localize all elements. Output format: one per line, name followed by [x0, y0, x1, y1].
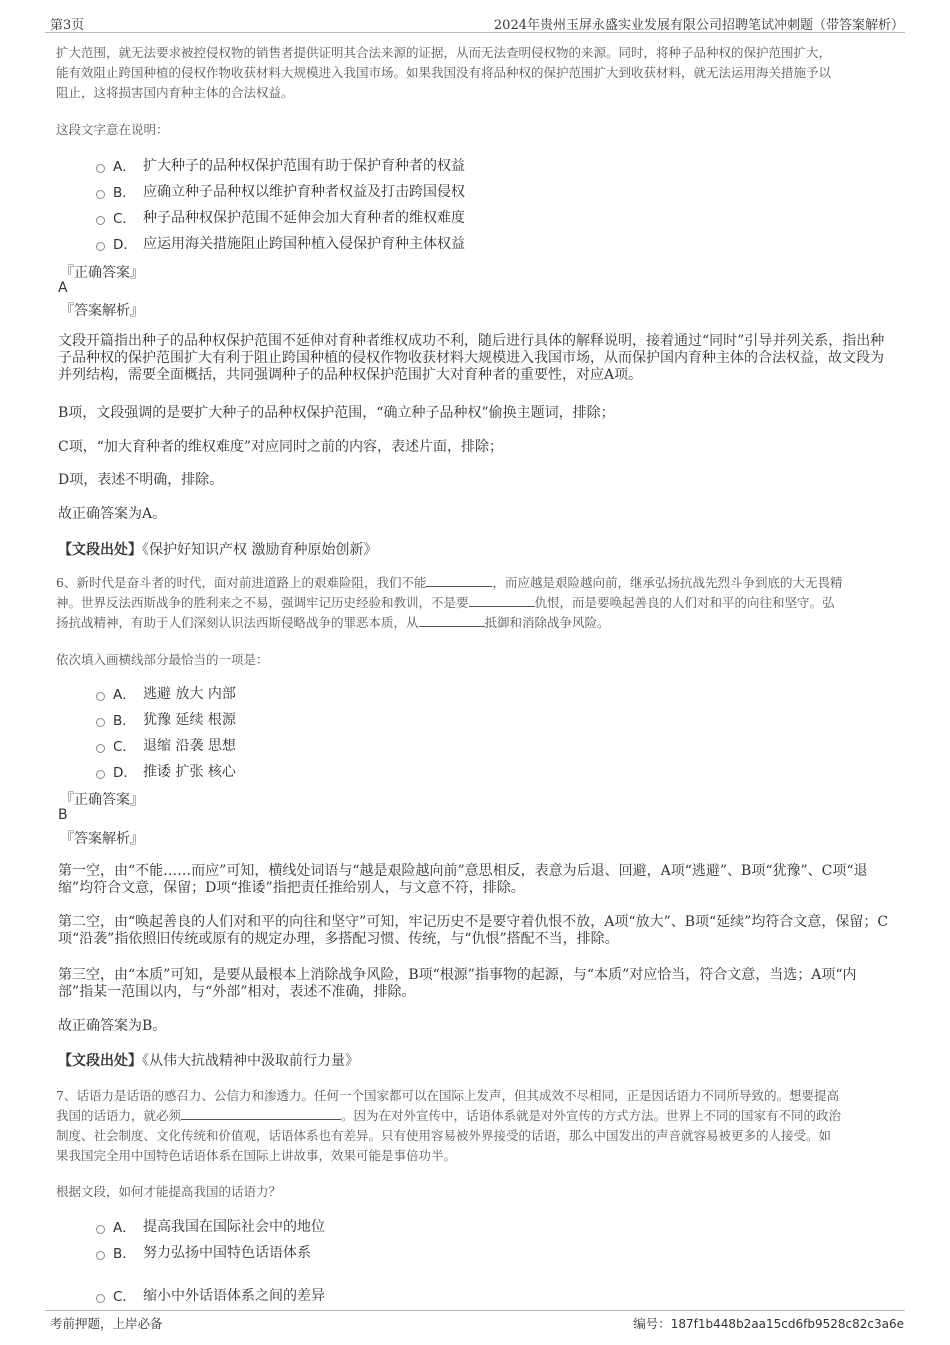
q7-passage-line: 7、话语力是话语的感召力、公信力和渗透力。任何一个国家都可以在国际上发声，但其成效不尽相同，正是因话语力不同所导致的。想要提高: [56, 1088, 839, 1103]
q7-option-b[interactable]: [96, 1242, 311, 1262]
passage-text: 仇恨，而是要唤起善良的人们对和平的向往和坚守。弘: [534, 595, 835, 610]
source-label: 【文段出处】: [58, 542, 142, 558]
q6-answer: B: [58, 807, 68, 823]
radio-icon[interactable]: [96, 1251, 105, 1260]
q6-option-c[interactable]: [96, 735, 236, 755]
passage-text: 抵御和消除战争风险。: [484, 615, 610, 630]
passage-text: 神。世界反法西斯战争的胜利来之不易，强调牢记历史经验和教训，不是要: [56, 595, 469, 610]
blank-line: [469, 594, 535, 607]
radio-icon[interactable]: [96, 190, 105, 199]
radio-icon[interactable]: [96, 216, 105, 225]
q5-source: [58, 539, 377, 559]
passage-text: 我国的话语力，就必须: [56, 1108, 182, 1123]
q5-answer-label: 『正确答案』: [60, 265, 144, 281]
option-text: 种子品种权保护范围不延伸会加大育种者的维权难度: [143, 210, 465, 226]
passage-text: ，而应越是艰险越向前，继承弘扬抗战先烈斗争到底的大无畏精: [492, 575, 843, 590]
option-letter: A．: [113, 159, 136, 175]
document-title: 2024年贵州玉屏永盛实业发展有限公司招聘笔试冲刺题（带答案解析）: [493, 18, 904, 33]
q7-option-c[interactable]: [96, 1285, 325, 1305]
option-letter: D．: [113, 765, 137, 781]
radio-icon[interactable]: [96, 718, 105, 727]
passage-text: 扬抗战精神，有助于人们深刻认识法西斯侵略战争的罪恶本质，从: [56, 615, 419, 630]
footer-code: [633, 1314, 904, 1332]
source-label: 【文段出处】: [58, 1053, 142, 1069]
q5-analysis-para: D项，表述不明确，排除。: [58, 472, 224, 488]
q5-conclusion: 故正确答案为A。: [58, 506, 167, 522]
radio-icon[interactable]: [96, 1294, 105, 1303]
q5-option-b[interactable]: [96, 181, 465, 201]
option-letter: C．: [113, 1289, 136, 1305]
q5-passage-line: 阻止，这将损害国内育种主体的合法权益。: [56, 85, 294, 100]
option-letter: B．: [113, 185, 136, 201]
source-title: 《保护好知识产权 激励育种原始创新》: [142, 542, 378, 558]
q6-analysis-para: 第二空，由“唤起善良的人们对和平的向往和坚守”可知，牢记历史不是要守着仇恨不放，A项“放大”、B项“延续”均符合文意，保留；C项“沿袭”指依照旧传统或原有的规定办理，多搭配习惯、传统，与“仇恨”搭配不当，排除。: [58, 914, 889, 947]
code-label: 编号：: [633, 1316, 671, 1331]
q5-analysis-para: 文段开篇指出种子的品种权保护范围不延伸对育种者维权成功不利，随后进行具体的解释说明，接着通过“同时”引导并列关系，指出种子品种权的保护范围扩大有利于阻止跨国种植的侵权作物收获材料大规模进入我国市场，从而保护国内育种主体的合法权益，故文段为并列结构，需要全面概括，共同强调种子的品种权保护范围扩大对育种者的重要性，对应A项。: [58, 333, 885, 383]
q6-analysis-label: 『答案解析』: [60, 831, 144, 847]
q5-option-a[interactable]: [96, 155, 465, 175]
option-letter: C．: [113, 211, 136, 227]
q5-passage-line: 能有效阻止跨国种植的侵权作物收获材料大规模进入我国市场。如果我国没有将品种权的保护范围扩大到收获材料，就无法运用海关措施予以: [56, 65, 832, 80]
q5-analysis-para: C项，“加大育种者的维权难度”对应同时之前的内容，表述片面，排除；: [58, 439, 504, 455]
option-text: 退缩 沿袭 思想: [143, 738, 236, 754]
radio-icon[interactable]: [96, 242, 105, 251]
option-text: 逃避 放大 内部: [143, 686, 236, 702]
option-text: 犹豫 延续 根源: [143, 712, 236, 728]
option-text: 努力弘扬中国特色话语体系: [143, 1245, 311, 1261]
q5-analysis-para: B项，文段强调的是要扩大种子的品种权保护范围，“确立种子品种权”偷换主题词，排除；: [58, 405, 615, 421]
q5-option-c[interactable]: [96, 207, 465, 227]
option-text: 扩大种子的品种权保护范围有助于保护育种者的权益: [143, 158, 465, 174]
q5-passage: [56, 43, 898, 103]
option-letter: D．: [113, 237, 137, 253]
q7-passage-line: 果我国完全用中国特色话语体系在国际上讲故事，效果可能是事倍功半。: [56, 1148, 457, 1163]
q6-passage-line: [56, 613, 898, 633]
q5-passage-line: 扩大范围，就无法要求被控侵权物的销售者提供证明其合法来源的证据，从而无法查明侵权物的来源。同时，将种子品种权的保护范围扩大，: [56, 45, 832, 60]
q6-conclusion: 故正确答案为B。: [58, 1018, 167, 1034]
code-value: 187f1b448b2aa15cd6fb9528c82c3a6e: [670, 1317, 904, 1331]
option-text: 应确立种子品种权以维护育种者权益及打击跨国侵权: [143, 184, 465, 200]
footer-divider: [45, 1310, 905, 1311]
passage-text: 6、新时代是奋斗者的时代，面对前进道路上的艰难险阻，我们不能: [56, 575, 427, 590]
q6-prompt: 依次填入画横线部分最恰当的一项是：: [56, 652, 269, 667]
q6-option-a[interactable]: [96, 683, 236, 703]
q6-analysis-para: 第一空，由“不能……而应”可知，横线处词语与“越是艰险越向前”意思相反，表意为后退、回避，A项“逃避”、B项“犹豫”、C项“退缩”均符合文意，保留；D项“推诿”指把责任推给别人，与文意不符，排除。: [58, 863, 868, 896]
blank-line: [181, 1107, 341, 1120]
page-number: 第3页: [50, 18, 85, 33]
header-divider: [45, 32, 905, 33]
q7-option-a[interactable]: [96, 1216, 325, 1236]
radio-icon[interactable]: [96, 692, 105, 701]
radio-icon[interactable]: [96, 1225, 105, 1234]
option-letter: C．: [113, 739, 136, 755]
q5-answer: A: [58, 280, 68, 296]
option-letter: A．: [113, 1220, 136, 1236]
footer-slogan: 考前押题，上岸必备: [50, 1316, 163, 1331]
radio-icon[interactable]: [96, 744, 105, 753]
q6-source: [58, 1050, 359, 1070]
option-text: 提高我国在国际社会中的地位: [143, 1219, 325, 1235]
q6-passage: [56, 573, 898, 633]
q5-analysis-label: 『答案解析』: [60, 303, 144, 319]
option-letter: B．: [113, 1246, 136, 1262]
q6-answer-label: 『正确答案』: [60, 792, 144, 808]
q6-option-d[interactable]: [96, 761, 236, 781]
q7-passage: [56, 1086, 898, 1166]
option-letter: B．: [113, 713, 136, 729]
q7-passage-line: 制度、社会制度、文化传统和价值观，话语体系也有差异。只有使用容易被外界接受的话语，那么中国发出的声音就容易被更多的人接受。如: [56, 1128, 832, 1143]
q6-passage-line: [56, 593, 898, 613]
option-text: 推诿 扩张 核心: [143, 764, 236, 780]
blank-line: [419, 614, 485, 627]
q6-option-b[interactable]: [96, 709, 236, 729]
q7-passage-line: [56, 1106, 898, 1126]
radio-icon[interactable]: [96, 164, 105, 173]
q5-option-d[interactable]: [96, 233, 465, 253]
q6-passage-line: [56, 573, 898, 593]
option-text: 缩小中外话语体系之间的差异: [143, 1288, 325, 1304]
q5-prompt: 这段文字意在说明：: [56, 122, 169, 137]
q7-prompt: 根据文段，如何才能提高我国的话语力？: [56, 1184, 282, 1199]
blank-line: [426, 574, 492, 587]
radio-icon[interactable]: [96, 770, 105, 779]
q6-analysis-para: 第三空，由“本质”可知，是要从最根本上消除战争风险，B项“根源”指事物的起源，与“本质”对应恰当，符合文意，当选；A项“内部”指某一范围以内，与“外部”相对，表述不准确，排除。: [58, 967, 857, 1000]
option-text: 应运用海关措施阻止跨国种植入侵保护育种主体权益: [143, 236, 465, 252]
passage-text: 。因为在对外宣传中，话语体系就是对外宣传的方式方法。世界上不同的国家有不同的政治: [341, 1108, 842, 1123]
source-title: 《从伟大抗战精神中汲取前行力量》: [142, 1053, 359, 1069]
option-letter: A．: [113, 687, 136, 703]
